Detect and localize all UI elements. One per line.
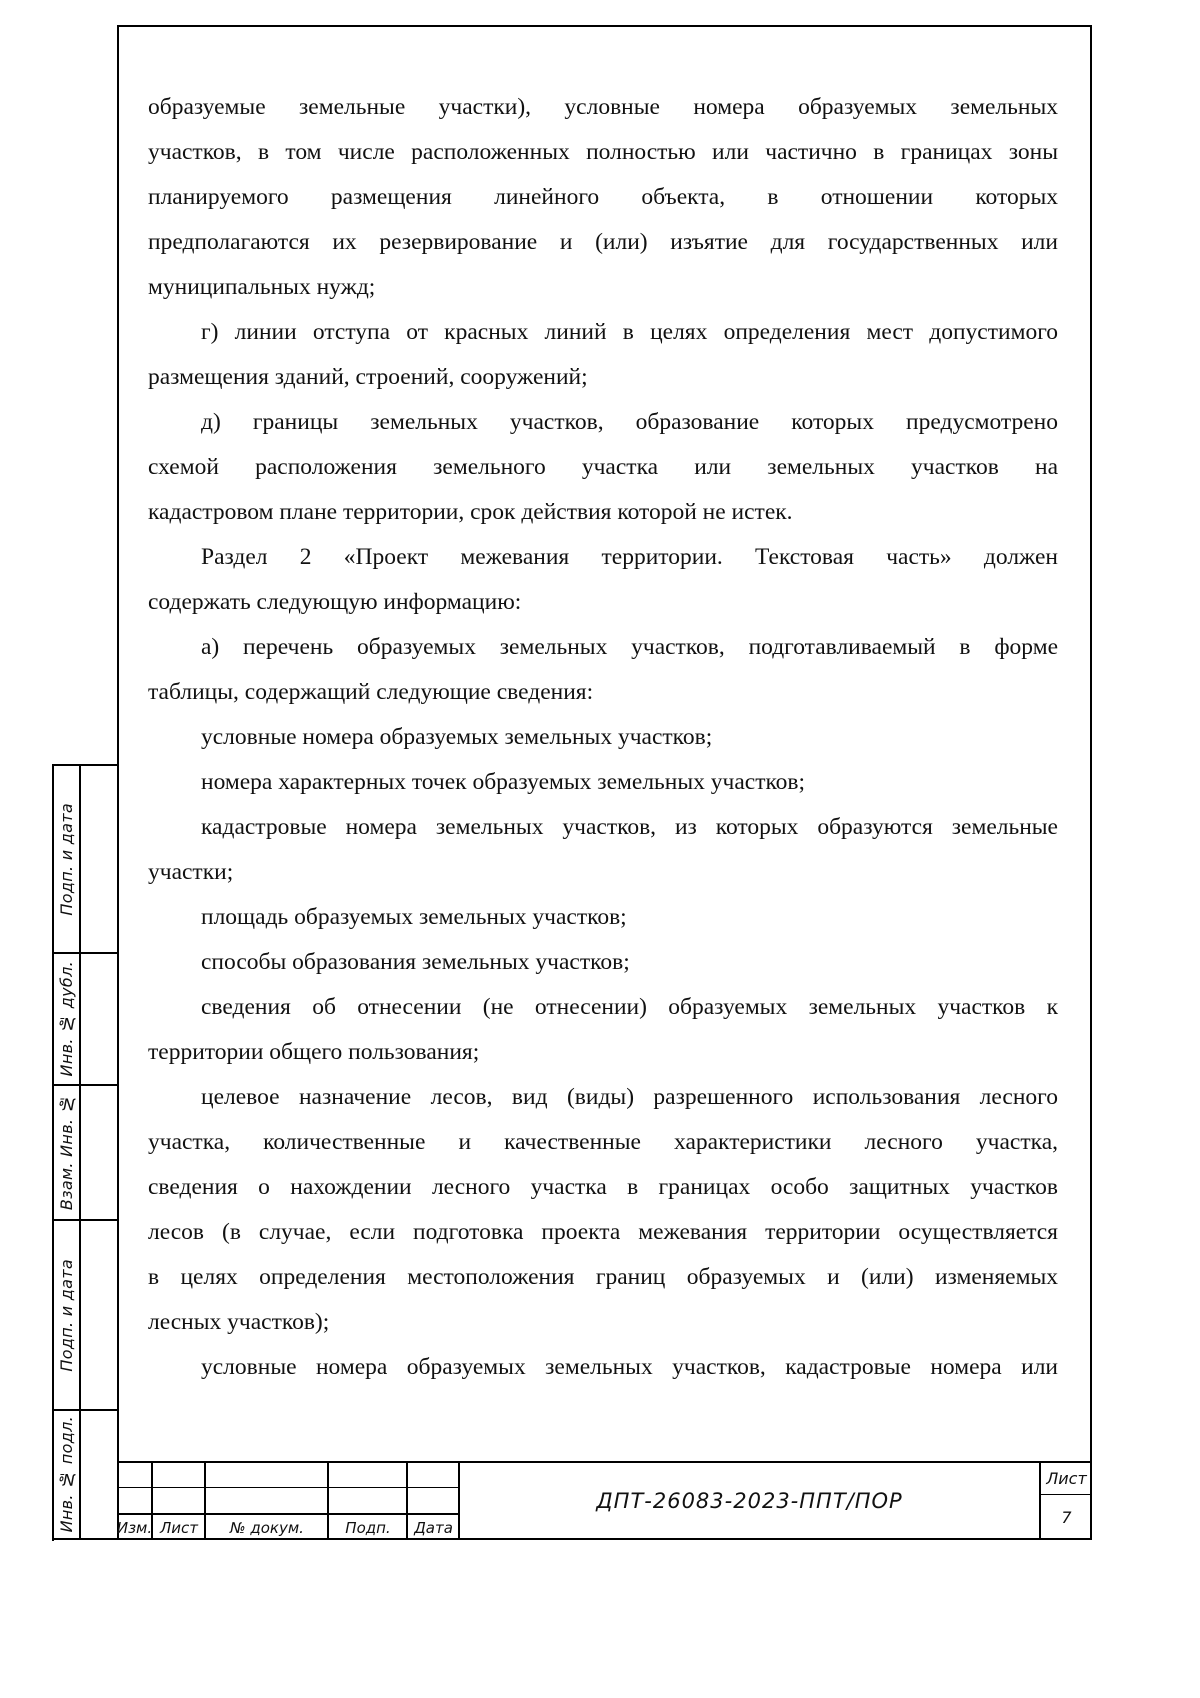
- text-line: схемой расположения земельного участка или земельных участков на: [148, 454, 1058, 480]
- text-line: д) границы земельных участков, образование которых предусмотрено: [201, 409, 1058, 435]
- signature-date-label: Подп. и дата: [57, 802, 76, 916]
- side-stamp-cell: [53, 766, 80, 952]
- replacement-inventory-label: Взам. Инв. №: [57, 1094, 76, 1211]
- paragraph: [148, 310, 1058, 400]
- sheet-cell-divider: [1040, 1494, 1092, 1495]
- text-line: участки;: [148, 859, 234, 885]
- text-line: г) линии отступа от красных линий в целях определения мест допустимого: [201, 319, 1058, 345]
- text-line: кадастровые номера земельных участков, из которых образуются земельные: [201, 814, 1058, 840]
- signature-date-label: Подп. и дата: [57, 1258, 76, 1372]
- text-line: предполагаются их резервирование и (или) изъятие для государственных или: [148, 229, 1058, 255]
- text-line: условные номера образуемых земельных участков;: [201, 724, 713, 750]
- paragraph: [148, 85, 1058, 310]
- text-line: лесов (в случае, если подготовка проекта межевания территории осуществляется: [148, 1219, 1058, 1245]
- revision-header: Изм.: [116, 1518, 153, 1537]
- original-inventory-label: Инв. № подл.: [57, 1416, 76, 1533]
- text-line: в целях определения местоположения границ образуемых и (или) изменяемых: [148, 1264, 1058, 1290]
- text-line: способы образования земельных участков;: [201, 949, 630, 975]
- text-line: территории общего пользования;: [148, 1039, 480, 1065]
- text-line: содержать следующую информацию:: [148, 589, 522, 615]
- date-header: Дата: [414, 1518, 453, 1537]
- sheet-label: Лист: [1046, 1469, 1087, 1488]
- text-line: условные номера образуемых земельных участков, кадастровые номера или: [201, 1354, 1058, 1380]
- text-line: образуемые земельные участки), условные номера образуемых земельных: [148, 94, 1058, 120]
- text-line: кадастровом плане территории, срок действия которой не истек.: [148, 499, 793, 525]
- text-line: лесных участков);: [148, 1309, 330, 1335]
- text-line: участка, количественные и качественные характеристики лесного участка,: [148, 1129, 1058, 1155]
- sheet-number: 7: [1061, 1507, 1072, 1527]
- text-line: сведения о нахождении лесного участка в границах особо защитных участков: [148, 1174, 1058, 1200]
- paragraph: [148, 805, 1058, 895]
- text-line: а) перечень образуемых земельных участков, подготавливаемый в форме: [201, 634, 1058, 660]
- text-line: номера характерных точек образуемых земельных участков;: [201, 769, 806, 795]
- side-stamp-cell: [53, 1411, 80, 1538]
- paragraph: [148, 625, 1058, 715]
- paragraph: [148, 1345, 1058, 1390]
- text-line: размещения зданий, строений, сооружений;: [148, 364, 588, 390]
- paragraph: [148, 760, 1058, 805]
- document-body: [148, 85, 1058, 1390]
- paragraph: [148, 985, 1058, 1075]
- sheet-header: Лист: [159, 1518, 198, 1537]
- duplicate-inventory-label: Инв. № дубл.: [57, 961, 76, 1077]
- side-stamp-cell: [53, 954, 80, 1084]
- paragraph: [148, 940, 1058, 985]
- text-line: сведения об отнесении (не отнесении) образуемых земельных участков к: [201, 994, 1058, 1020]
- text-line: участков, в том числе расположенных полностью или частично в границах зоны: [148, 139, 1058, 165]
- paragraph: [148, 400, 1058, 535]
- text-line: целевое назначение лесов, вид (виды) разрешенного использования лесного: [201, 1084, 1058, 1110]
- paragraph: [148, 1075, 1058, 1345]
- text-line: площадь образуемых земельных участков;: [201, 904, 627, 930]
- side-stamp-cell: [53, 1221, 80, 1409]
- side-stamp-bottom-border: [53, 1538, 117, 1540]
- document-code: ДПТ-26083-2023-ППТ/ПОР: [596, 1489, 903, 1513]
- document-number-header: № докум.: [230, 1518, 304, 1537]
- text-line: таблицы, содержащий следующие сведения:: [148, 679, 594, 705]
- paragraph: [148, 895, 1058, 940]
- text-line: муниципальных нужд;: [148, 274, 376, 300]
- text-line: Раздел 2 «Проект межевания территории. Текстовая часть» должен: [201, 544, 1058, 570]
- text-line: планируемого размещения линейного объекта, в отношении которых: [148, 184, 1058, 210]
- paragraph: [148, 535, 1058, 625]
- side-stamp-cell: [53, 1086, 80, 1219]
- signature-header: Подп.: [345, 1518, 391, 1537]
- paragraph: [148, 715, 1058, 760]
